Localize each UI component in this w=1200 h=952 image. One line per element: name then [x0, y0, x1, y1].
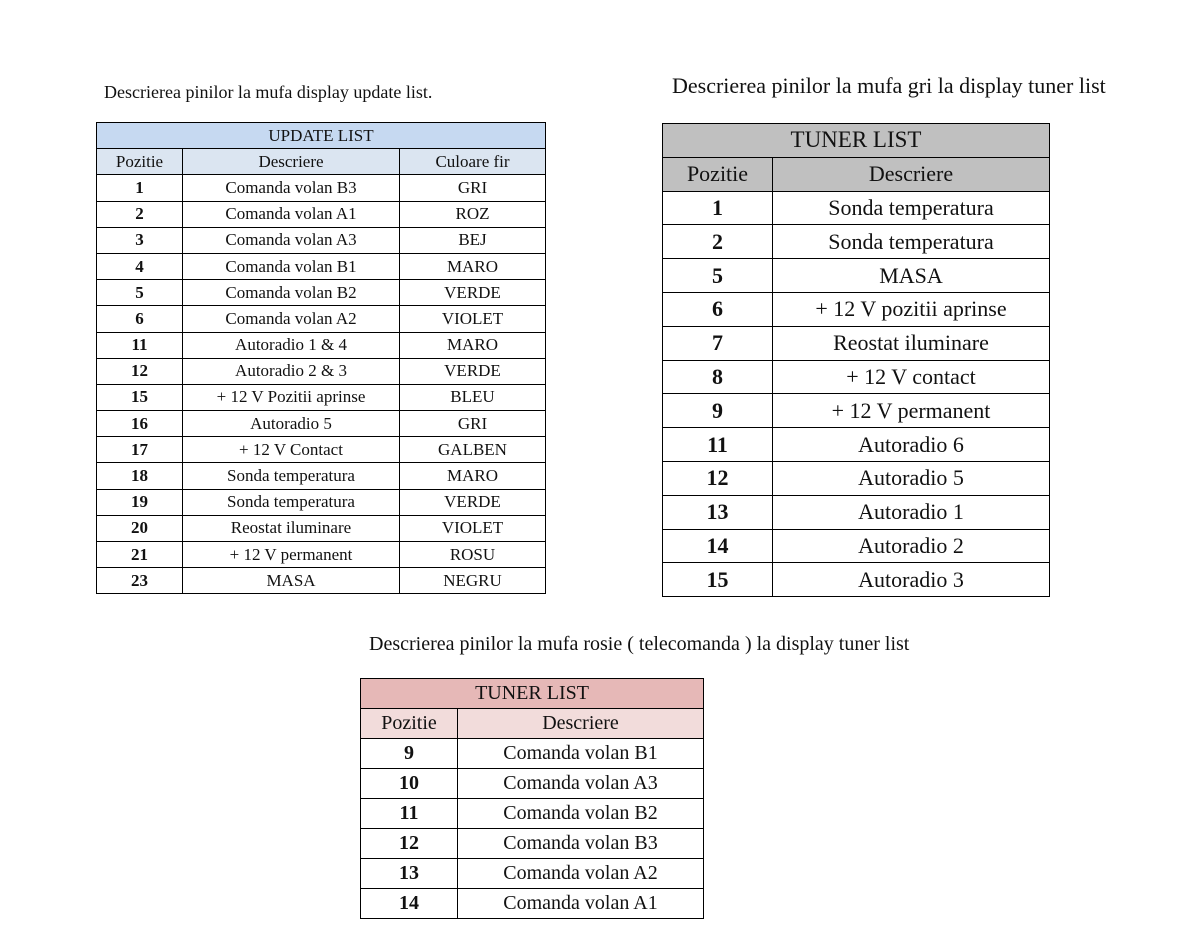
pin-number-cell: 6 [663, 292, 773, 326]
red-tuner-column-header: Pozitie [361, 709, 458, 739]
description-cell: MASA [183, 568, 400, 594]
grey-tuner-title: TUNER LIST [663, 124, 1050, 158]
grey-tuner-title-row [663, 124, 1050, 158]
description-cell: + 12 V pozitii aprinse [773, 292, 1050, 326]
table-row [97, 280, 546, 306]
table-row [361, 799, 704, 829]
update-list-title-row [97, 123, 546, 149]
description-cell: + 12 V Pozitii aprinse [183, 384, 400, 410]
description-cell: Sonda temperatura [773, 225, 1050, 259]
pin-number-cell: 11 [663, 428, 773, 462]
description-cell: + 12 V Contact [183, 437, 400, 463]
pin-number-cell: 14 [663, 529, 773, 563]
table-row [97, 568, 546, 594]
wire-color-cell: VERDE [400, 280, 546, 306]
description-cell: Autoradio 2 & 3 [183, 358, 400, 384]
table-row [97, 358, 546, 384]
update-list-column-header: Culoare fir [400, 149, 546, 175]
wire-color-cell: GALBEN [400, 437, 546, 463]
update-list-table [96, 122, 546, 594]
pin-number-cell: 18 [97, 463, 183, 489]
table-row [97, 411, 546, 437]
description-cell: Sonda temperatura [183, 489, 400, 515]
pin-number-cell: 2 [663, 225, 773, 259]
wire-color-cell: GRI [400, 411, 546, 437]
description-cell: Comanda volan B3 [458, 829, 704, 859]
update-list-column-header: Pozitie [97, 149, 183, 175]
wire-color-cell: GRI [400, 175, 546, 201]
pin-number-cell: 12 [97, 358, 183, 384]
pin-number-cell: 5 [663, 259, 773, 293]
description-cell: Reostat iluminare [773, 326, 1050, 360]
red-tuner-title: TUNER LIST [361, 679, 704, 709]
pin-number-cell: 8 [663, 360, 773, 394]
pin-number-cell: 7 [663, 326, 773, 360]
description-cell: Autoradio 2 [773, 529, 1050, 563]
description-cell: Reostat iluminare [183, 515, 400, 541]
description-cell: Autoradio 1 [773, 495, 1050, 529]
table-row [97, 463, 546, 489]
pin-number-cell: 1 [663, 191, 773, 225]
description-cell: Comanda volan A3 [183, 227, 400, 253]
table-row [663, 292, 1050, 326]
description-cell: Comanda volan B3 [183, 175, 400, 201]
pin-number-cell: 21 [97, 542, 183, 568]
description-cell: Comanda volan B1 [458, 739, 704, 769]
description-cell: Sonda temperatura [773, 191, 1050, 225]
pin-number-cell: 5 [97, 280, 183, 306]
pin-number-cell: 9 [663, 394, 773, 428]
red-tuner-title-row [361, 679, 704, 709]
description-cell: MASA [773, 259, 1050, 293]
table-row [663, 563, 1050, 597]
description-cell: + 12 V permanent [773, 394, 1050, 428]
pin-number-cell: 20 [97, 515, 183, 541]
update-list-header-row [97, 149, 546, 175]
wire-color-cell: MARO [400, 253, 546, 279]
table-row [663, 360, 1050, 394]
pin-number-cell: 4 [97, 253, 183, 279]
table-row [361, 859, 704, 889]
table-row [663, 495, 1050, 529]
table-row [97, 542, 546, 568]
table-row [97, 201, 546, 227]
description-cell: Comanda volan A2 [183, 306, 400, 332]
description-cell: Sonda temperatura [183, 463, 400, 489]
table-row [663, 461, 1050, 495]
pin-number-cell: 16 [97, 411, 183, 437]
description-cell: Comanda volan B1 [183, 253, 400, 279]
wire-color-cell: VIOLET [400, 515, 546, 541]
table-row [361, 769, 704, 799]
table-row [663, 225, 1050, 259]
pin-number-cell: 15 [663, 563, 773, 597]
grey-tuner-list-table [662, 123, 1050, 597]
wire-color-cell: ROZ [400, 201, 546, 227]
pin-number-cell: 23 [97, 568, 183, 594]
description-cell: Comanda volan A3 [458, 769, 704, 799]
table-row [97, 253, 546, 279]
wire-color-cell: VERDE [400, 489, 546, 515]
table-row [97, 437, 546, 463]
grey-tuner-column-header: Pozitie [663, 157, 773, 191]
update-list-caption: Descrierea pinilor la mufa display update list. [104, 82, 433, 102]
table-row [97, 227, 546, 253]
description-cell: Comanda volan A2 [458, 859, 704, 889]
pin-number-cell: 2 [97, 201, 183, 227]
wire-color-cell: VIOLET [400, 306, 546, 332]
description-cell: Comanda volan A1 [183, 201, 400, 227]
update-list-title: UPDATE LIST [97, 123, 546, 149]
grey-tuner-column-header: Descriere [773, 157, 1050, 191]
pin-number-cell: 19 [97, 489, 183, 515]
pin-number-cell: 3 [97, 227, 183, 253]
pin-number-cell: 1 [97, 175, 183, 201]
wire-color-cell: ROSU [400, 542, 546, 568]
description-cell: Autoradio 5 [773, 461, 1050, 495]
pin-number-cell: 6 [97, 306, 183, 332]
table-row [663, 428, 1050, 462]
description-cell: Comanda volan B2 [458, 799, 704, 829]
pin-number-cell: 13 [361, 859, 458, 889]
pin-number-cell: 9 [361, 739, 458, 769]
table-row [663, 529, 1050, 563]
grey-connector-caption: Descrierea pinilor la mufa gri la display tuner list [672, 73, 1106, 98]
description-cell: Autoradio 3 [773, 563, 1050, 597]
wire-color-cell: BLEU [400, 384, 546, 410]
pin-number-cell: 15 [97, 384, 183, 410]
pin-number-cell: 10 [361, 769, 458, 799]
pin-number-cell: 11 [97, 332, 183, 358]
description-cell: Autoradio 1 & 4 [183, 332, 400, 358]
pin-number-cell: 12 [361, 829, 458, 859]
pin-number-cell: 11 [361, 799, 458, 829]
table-row [361, 889, 704, 919]
red-connector-caption: Descrierea pinilor la mufa rosie ( telecomanda ) la display tuner list [369, 633, 910, 655]
red-tuner-column-header: Descriere [458, 709, 704, 739]
table-row [97, 489, 546, 515]
grey-tuner-header-row [663, 157, 1050, 191]
description-cell: Autoradio 5 [183, 411, 400, 437]
table-row [97, 384, 546, 410]
red-tuner-header-row [361, 709, 704, 739]
table-row [361, 739, 704, 769]
description-cell: Autoradio 6 [773, 428, 1050, 462]
description-cell: + 12 V permanent [183, 542, 400, 568]
table-row [97, 175, 546, 201]
pin-number-cell: 13 [663, 495, 773, 529]
table-row [663, 394, 1050, 428]
pin-number-cell: 17 [97, 437, 183, 463]
description-cell: Comanda volan B2 [183, 280, 400, 306]
red-tuner-list-table [360, 678, 704, 919]
table-row [663, 259, 1050, 293]
table-row [663, 326, 1050, 360]
pin-number-cell: 14 [361, 889, 458, 919]
description-cell: + 12 V contact [773, 360, 1050, 394]
table-row [97, 306, 546, 332]
wire-color-cell: MARO [400, 463, 546, 489]
pin-number-cell: 12 [663, 461, 773, 495]
wire-color-cell: NEGRU [400, 568, 546, 594]
wire-color-cell: VERDE [400, 358, 546, 384]
table-row [97, 332, 546, 358]
description-cell: Comanda volan A1 [458, 889, 704, 919]
wire-color-cell: BEJ [400, 227, 546, 253]
table-row [663, 191, 1050, 225]
wire-color-cell: MARO [400, 332, 546, 358]
table-row [361, 829, 704, 859]
update-list-column-header: Descriere [183, 149, 400, 175]
table-row [97, 515, 546, 541]
